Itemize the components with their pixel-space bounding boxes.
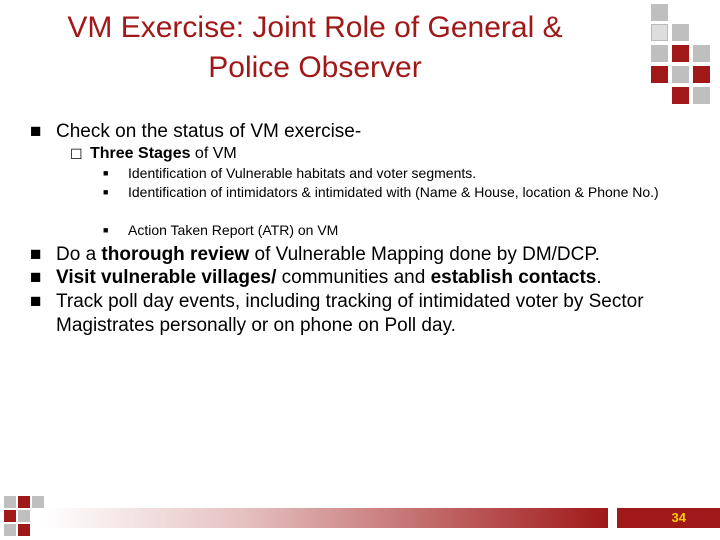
item-2-bold: thorough review [101, 244, 250, 265]
stage-item-1-text: Identification of Vulnerable habitats and voter segments. [128, 165, 477, 181]
stage-item-2-text: Identification of intimidators & intimidated with (Name & House, location & Phone No.) [128, 184, 659, 200]
bullet-square-icon: ■ [30, 121, 42, 142]
bullet-square-icon: ■ [30, 267, 42, 288]
slide-title [20, 8, 610, 88]
page-number: 34 [671, 510, 686, 525]
item-3-bold-2: establish contacts [430, 267, 597, 288]
page-number-box [617, 508, 720, 528]
slide-title-line2: Police Observer [208, 51, 422, 84]
three-stages-bold: Three Stages [90, 145, 191, 162]
bullet-box-icon: ☐ [70, 146, 83, 162]
item-2-pre: Do a [56, 244, 102, 265]
stage-item-3-text: Action Taken Report (ATR) on VM [128, 222, 339, 238]
bullet-square-small-icon: ■ [103, 225, 109, 235]
slide-title-line1: VM Exercise: Joint Role of General & [67, 11, 563, 44]
bullet-square-small-icon: ■ [103, 187, 109, 197]
bullet-square-small-icon: ■ [103, 168, 109, 178]
footer-gradient-bar [43, 508, 608, 528]
bullet-square-icon: ■ [30, 291, 42, 312]
three-stages-rest: of VM [190, 145, 237, 162]
bullet-item-4-text: Track poll day events, including tracking of intimidated voter by Sector Magistrates personally or on phone on Poll day. [56, 291, 644, 336]
item-3-bold-1: Visit vulnerable villages/ [56, 267, 277, 288]
bullet-square-icon: ■ [30, 244, 42, 265]
item-3-post: . [596, 267, 602, 288]
item-3-mid: communities and [276, 267, 431, 288]
item-2-post: of Vulnerable Mapping done by DM/DCP. [249, 244, 600, 265]
bullet-item-1-text: Check on the status of VM exercise- [56, 121, 362, 142]
